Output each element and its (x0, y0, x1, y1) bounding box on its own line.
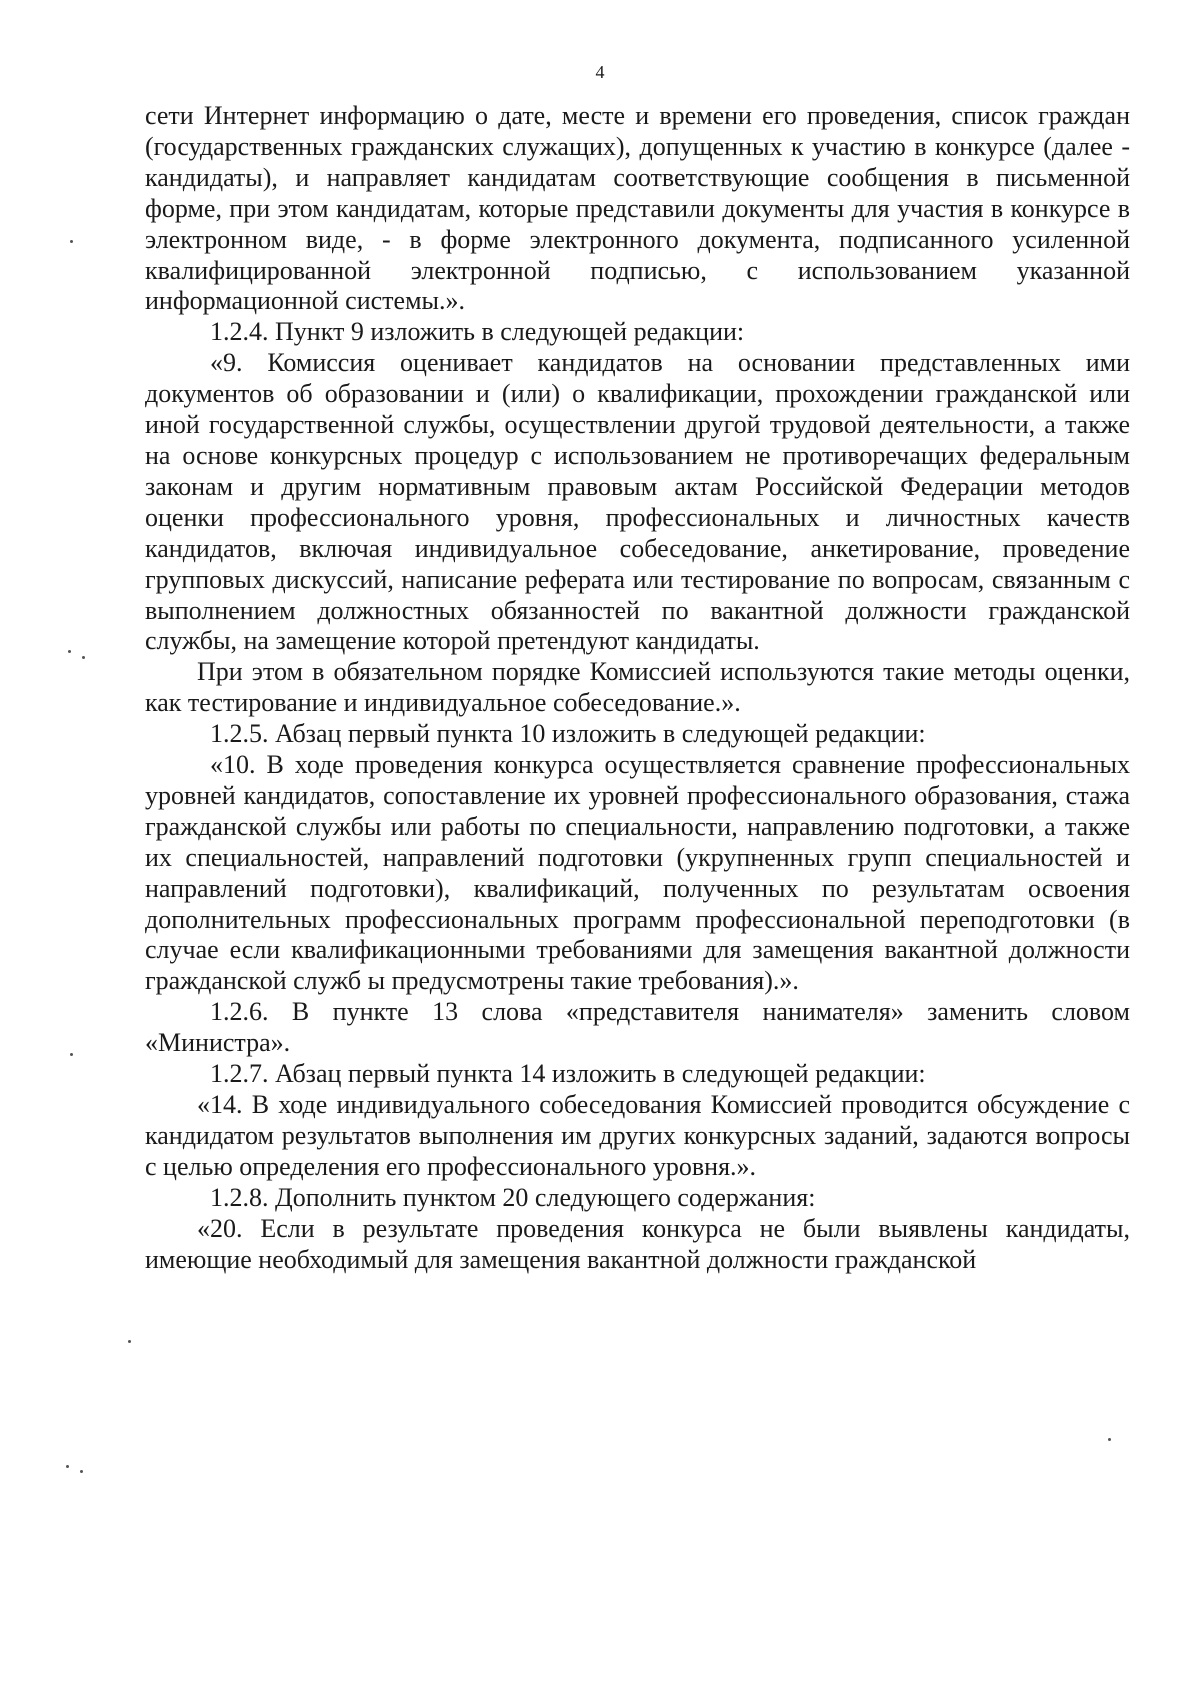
scan-speck (68, 650, 71, 653)
scan-speck (80, 1470, 83, 1473)
paragraph-1-2-4-heading: 1.2.4. Пункт 9 изложить в следующей редакции: (210, 317, 745, 347)
scan-speck (70, 1053, 73, 1056)
paragraph-point-14: «14. В ходе индивидуального собеседования Комиссией проводится обсуждение с кандидатом результатов выполнения им других конкурсных заданий, задаются вопросы с целью определения его профессионального уровня.». (145, 1090, 1130, 1181)
paragraph-1-2-5-heading: 1.2.5. Абзац первый пункта 10 изложить в следующей редакции: (210, 719, 926, 749)
scan-speck (1108, 1438, 1111, 1441)
paragraph-intro-continuation: сети Интернет информацию о дате, месте и времени его проведения, список граждан (государственных гражданских служащих), допущенных к участию в конкурсе (далее - кандидаты), и направляет кандидатам соответствующие сообщения в письменной форме, при этом кандидатам, которые представили документы для участия в конкурсе в электронном виде, - в форме электронного документа, подписанного усиленной квалифицированной электронной подписью, с использованием указанной информационной системы.». (145, 101, 1130, 316)
paragraph-point-9-methods: При этом в обязательном порядке Комиссией используются такие методы оценки, как тестирование и индивидуальное собеседование.». (145, 657, 1130, 718)
paragraph-point-9: «9. Комиссия оценивает кандидатов на основании представленных ими документов об образовании и (или) о квалификации, прохождении гражданской или иной государственной службы, осуществлении другой трудовой деятельности, а также на основе конкурсных процедур с использованием не противоречащих федеральным законам и другим нормативным правовым актам Российской Федерации методов оценки профессионального уровня, профессиональных и личностных качеств кандидатов, включая индивидуальное собеседование, анкетирование, проведение групповых дискуссий, написание реферата или тестирование по вопросам, связанным с выполнением должностных обязанностей по вакантной должности гражданской службы, на замещение которой претендуют кандидаты. (145, 348, 1130, 656)
document-body (145, 101, 1130, 1275)
paragraph-1-2-8-heading: 1.2.8. Дополнить пунктом 20 следующего содержания: (210, 1182, 816, 1212)
page-number: 4 (595, 62, 605, 82)
scan-speck (66, 1465, 69, 1468)
paragraph-1-2-7-heading: 1.2.7. Абзац первый пункта 14 изложить в следующей редакции: (210, 1059, 926, 1089)
scan-speck (82, 656, 85, 659)
paragraph-point-10: «10. В ходе проведения конкурса осуществляется сравнение профессиональных уровней кандидатов, сопоставление их уровней профессионального образования, стажа гражданской службы или работы по специальности, направлению подготовки, а также их специальностей, направлений подготовки (укрупненных групп специальностей и направлений подготовки), квалификаций, полученных по результатам освоения дополнительных профессиональных программ профессиональной переподготовки (в случае если квалификационными требованиями для замещения вакантной должности гражданской служб ы предусмотрены такие требования).». (145, 750, 1130, 996)
paragraph-1-2-6: 1.2.6. В пункте 13 слова «представителя нанимателя» заменить словом «Министра». (145, 997, 1130, 1058)
scan-speck (70, 240, 73, 243)
paragraph-point-20: «20. Если в результате проведения конкурса не были выявлены кандидаты, имеющие необходимый для замещения вакантной должности гражданской (145, 1213, 1130, 1274)
scan-speck (128, 1340, 131, 1343)
